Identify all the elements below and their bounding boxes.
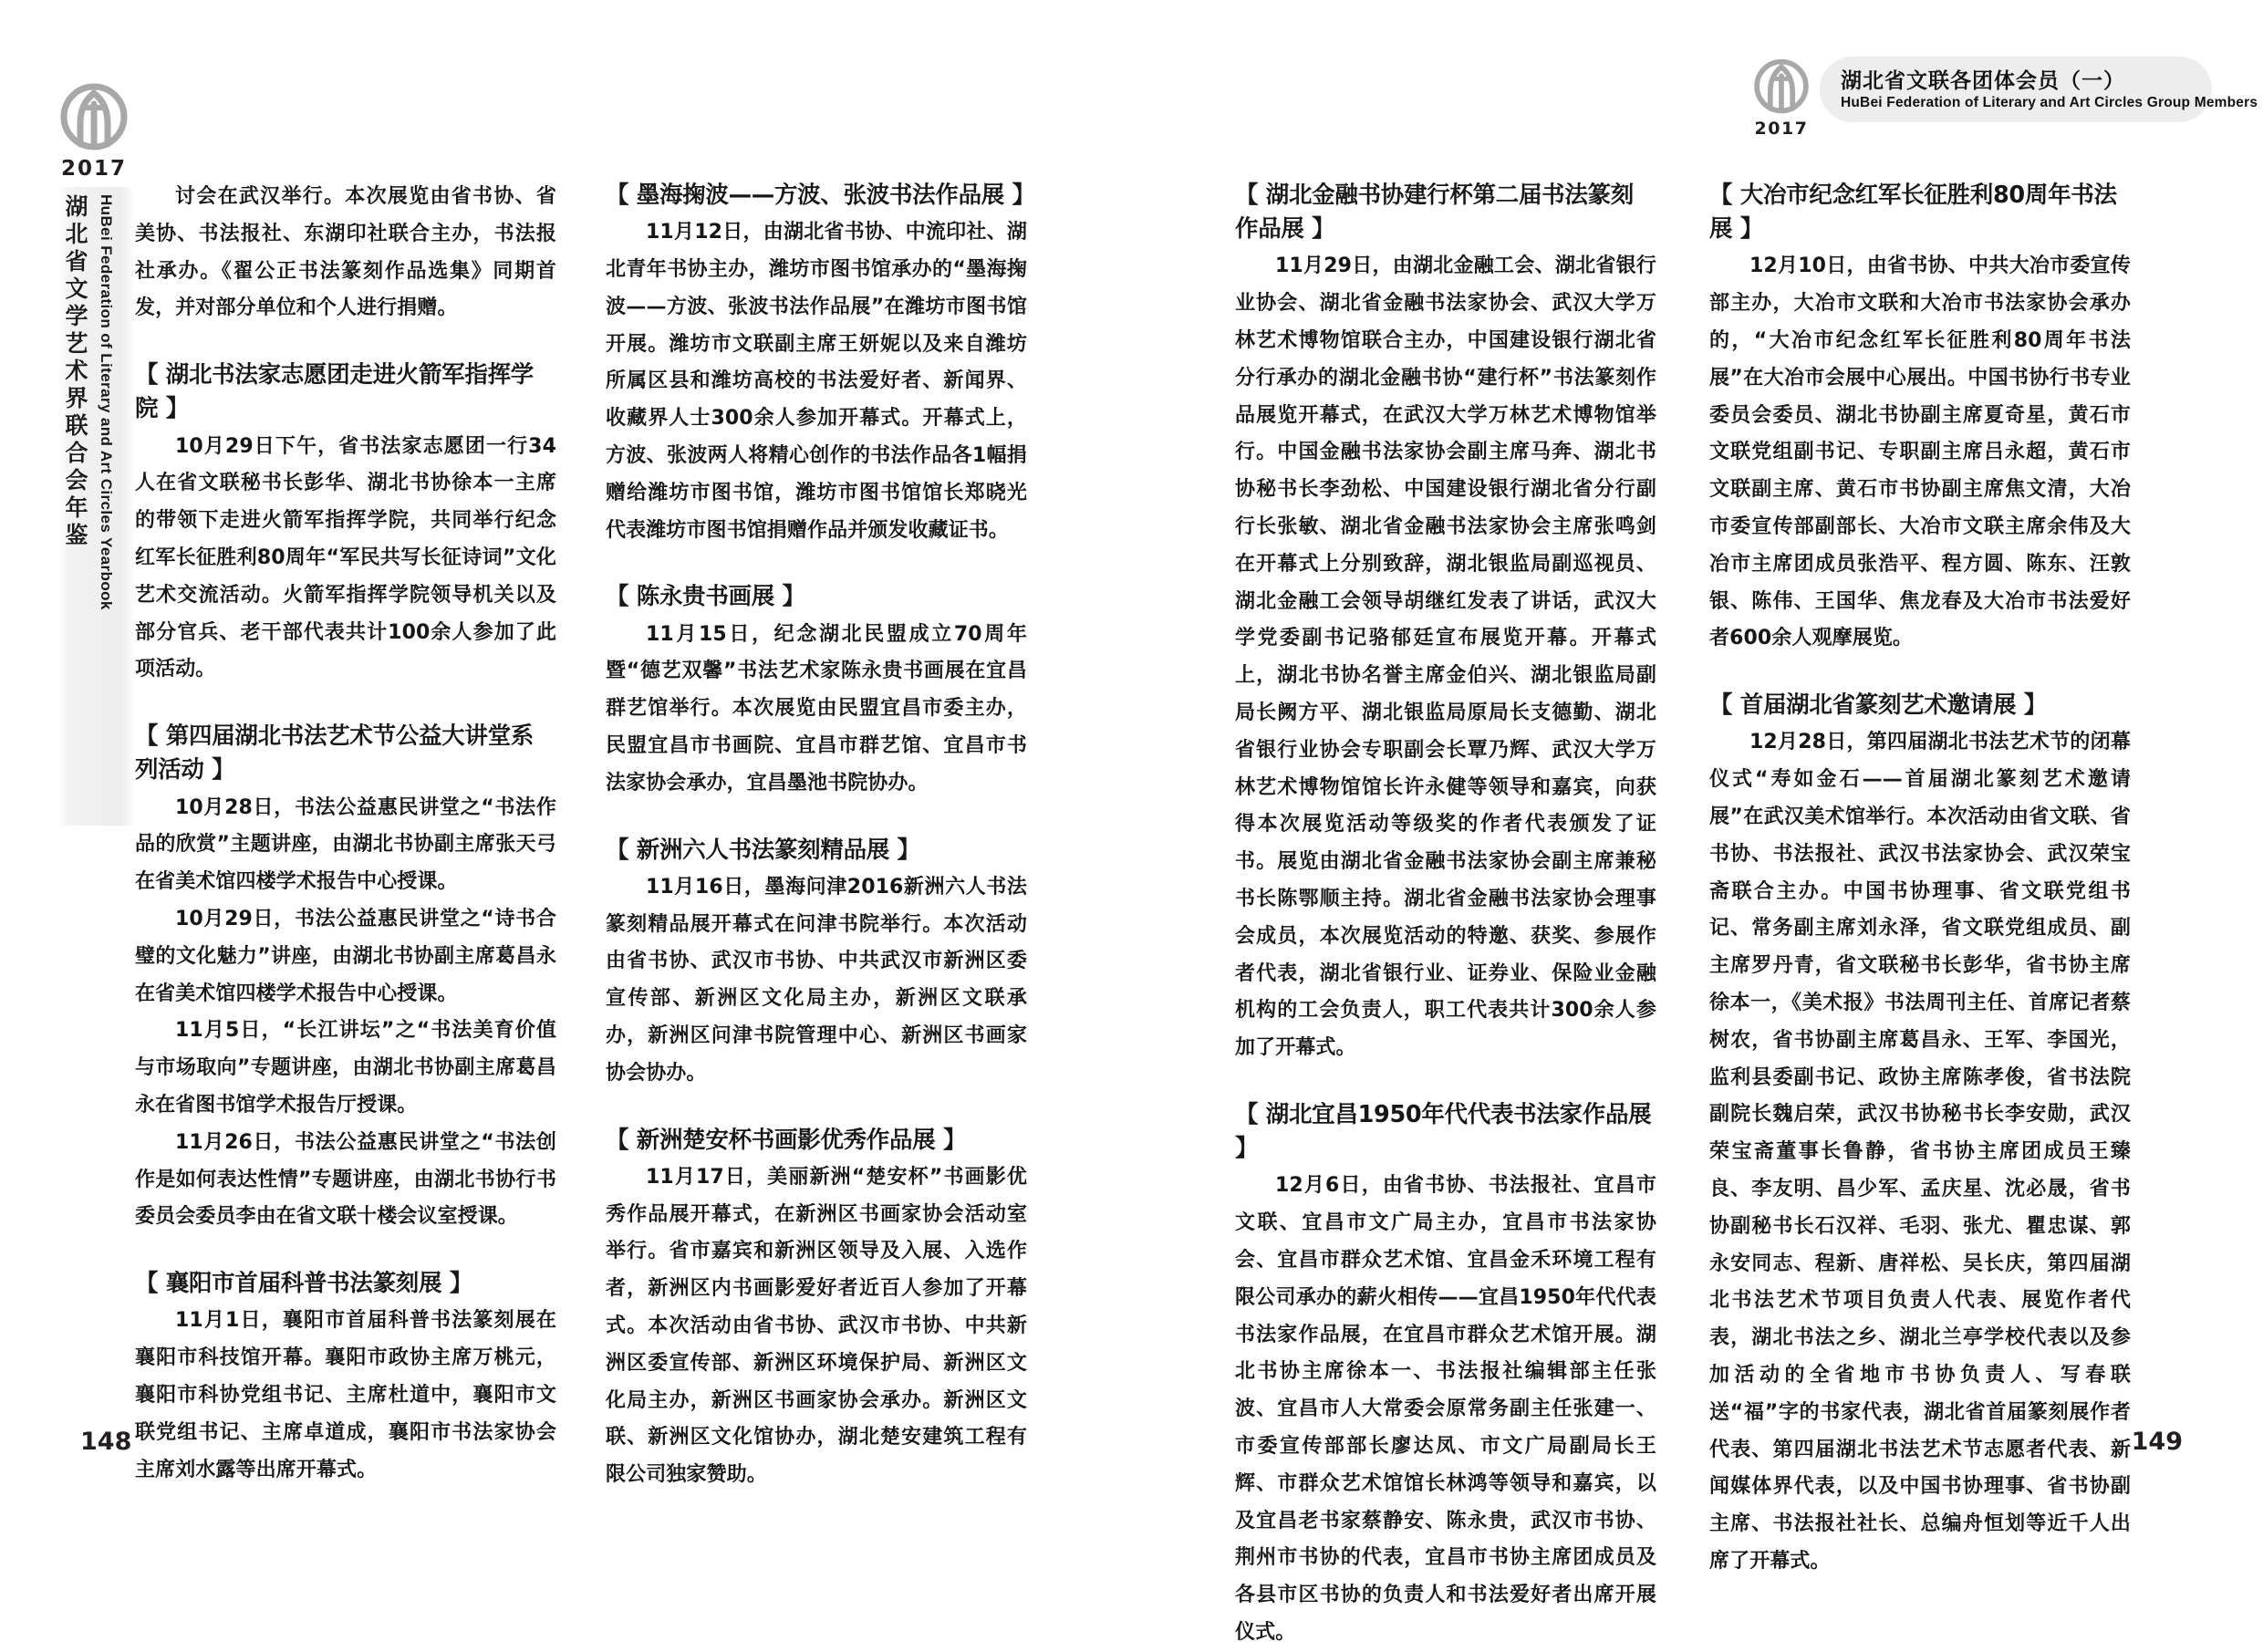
article-paragraph: 11月1日，襄阳市首届科普书法篆刻展在襄阳市科技馆开幕。襄阳市政协主席万桃元，襄阳市科协党组书记、主席杜道中，襄阳市文联党组书记、主席卓道成，襄阳市书法家协会主席刘水露等出席开幕式。 bbox=[135, 1309, 556, 1481]
text-column-1 bbox=[135, 179, 556, 1481]
article-heading: 【 第四届湖北书法艺术节公益大讲堂系列活动 】 bbox=[135, 722, 534, 784]
book-spine bbox=[57, 187, 135, 826]
text-column-3 bbox=[1235, 179, 1656, 1644]
federation-logo-icon bbox=[55, 80, 133, 159]
article-paragraph: 10月29日，书法公益惠民讲堂之“诗书合璧的文化魅力”讲座，由湖北书协副主席葛昌永在省美术馆四楼学术报告中心授课。 bbox=[135, 908, 556, 1005]
article-paragraph: 12月10日，由省书协、中共大冶市委宣传部主办，大冶市文联和大冶市书法家协会承办的，“大冶市纪念红军长征胜利80周年书法展”在大冶市会展中心展出。中国书协行书专业委员会委员、湖北书协副主席夏奇星，黄石市文联党组副书记、专职副主席吕永超，黄石市文联副主席、黄石市书协副主席焦文清，大冶市委宣传部副部长、大冶市文联主席余伟及大冶市主席团成员张浩平、程方圆、陈东、汪敦银、陈伟、王国华、焦龙春及大冶市书法爱好者600余人观摩展览。 bbox=[1709, 255, 2131, 650]
spine-title-cn: 湖北省文学艺术界联合会年鉴 bbox=[62, 194, 88, 550]
continued-paragraph: 讨会在武汉举行。本次展览由省书协、省美协、书法报社、东湖印社联合主办，书法报社承办。《翟公正书法篆刻作品选集》同期首发，并对部分单位和个人进行捐赠。 bbox=[135, 185, 556, 320]
text-column-2 bbox=[606, 179, 1035, 1487]
article-heading: 【 陈永贵书画展 】 bbox=[606, 583, 805, 611]
article-paragraph: 10月29日下午，省书法家志愿团一行34人在省文联秘书长彭华、湖北书协徐本一主席的带领下走进火箭军指挥学院，共同举行纪念红军长征胜利80周年“军民共写长征诗词”文化艺术交流活动。火箭军指挥学院领导机关以及部分官兵、老干部代表共计100余人参加了此项活动。 bbox=[135, 434, 556, 681]
article-heading: 【 湖北宜昌1950年代代表书法家作品展 】 bbox=[1235, 1100, 1652, 1163]
article-paragraph: 11月12日，由湖北省书协、中流印社、湖北青年书协主办，潍坊市图书馆承办的“墨海掬波——方波、张波书法作品展”在潍坊市图书馆开展。潍坊市文联副主席王妍妮以及来自潍坊所属区县和潍坊高校的书法爱好者、新闻界、收藏界人士300余人参加开幕式。开幕式上，方波、张波两人将精心创作的书法作品各1幅捐赠给潍坊市图书馆，潍坊市图书馆馆长郑晓光代表潍坊市图书馆捐赠作品并颁发收藏证书。 bbox=[606, 221, 1027, 542]
article-paragraph: 11月16日，墨海问津2016新洲六人书法篆刻精品展开幕式在问津书院举行。本次活动由省书协、武汉市书协、中共武汉市新洲区委宣传部、新洲区文化局主办，新洲区文联承办，新洲区问津书院管理中心、新洲区书画家协会协办。 bbox=[606, 875, 1027, 1085]
spine-title-en: HuBei Federation of Literary and Art Circles Yearbook bbox=[98, 194, 115, 610]
page-number-right: 149 bbox=[2131, 1428, 2183, 1456]
article-heading: 【 墨海掬波——方波、张波书法作品展 】 bbox=[606, 182, 1035, 209]
article-heading: 【 新洲六人书法篆刻精品展 】 bbox=[606, 836, 920, 864]
article-heading: 【 湖北书法家志愿团走进火箭军指挥学院 】 bbox=[135, 361, 534, 423]
article-heading: 【 襄阳市首届科普书法篆刻展 】 bbox=[135, 1270, 472, 1298]
article-paragraph: 12月28日，第四届湖北书法艺术节的闭幕仪式“寿如金石——首届湖北篆刻艺术邀请展”在武汉美术馆举行。本次活动由省文联、省书协、书法报社、武汉书法家协会、武汉荣宝斋联合主办。中国书协理事、省文联党组书记、常务副主席刘永泽，省文联党组成员、副主席罗丹青，省文联秘书长彭华，省书协主席徐本一，《美术报》书法周刊主任、首席记者蔡树农，省书协副主席葛昌永、王军、李国光，监利县委副书记、政协主席陈孝俊，省书法院副院长魏启荣，武汉书协秘书长李安勋，武汉荣宝斋董事长鲁静，省书协主席团成员王臻良、李友明、昌少军、孟庆星、沈必晟，省书协副秘书长石汉祥、毛羽、张尤、瞿忠谋、郭永安同志、程新、唐祥松、吴长庆，第四届湖北书法艺术节项目负责人代表、展览作者代表，湖北书法之乡、湖北兰亭学校代表以及参加活动的全省地市书协负责人、写春联送“福”字的书家代表，湖北省首届篆刻展作者代表、第四届湖北书法艺术节志愿者代表、新闻媒体界代表，以及中国书协理事、省书协副主席、书法报社社长、总编舟恒划等近千人出席了开幕式。 bbox=[1709, 731, 2131, 1573]
right-year-label: 2017 bbox=[1754, 119, 1809, 139]
article-heading: 【 湖北金融书协建行杯第二届书法篆刻作品展 】 bbox=[1235, 182, 1634, 244]
article-heading: 【 大冶市纪念红军长征胜利80周年书法展 】 bbox=[1709, 182, 2117, 244]
article-paragraph: 11月29日，由湖北金融工会、湖北省银行业协会、湖北省金融书法家协会、武汉大学万林艺术博物馆联合主办，中国建设银行湖北省分行承办的湖北金融书协“建行杯”书法篆刻作品展览开幕式，在武汉大学万林艺术博物馆举行。中国金融书法家协会副主席马奔、湖北书协秘书长李劲松、中国建设银行湖北省分行副行长张敏、湖北省金融书法家协会主席张鸣剑在开幕式上分别致辞，湖北银监局副巡视员、湖北金融工会领导胡继红发表了讲话，武汉大学党委副书记骆郁廷宣布展览开幕。开幕式上，湖北书协名誉主席金伯兴、湖北银监局副局长阙方平、湖北银监局原局长支德勤、湖北省银行业协会专职副会长覃乃辉、武汉大学万林艺术博物馆馆长许永健等领导和嘉宾，向获得本次展览活动等级奖的作者代表颁发了证书。展览由湖北省金融书法家协会副主席兼秘书长陈鄂顺主持。湖北省金融书法家协会理事会成员，本次展览活动的特邀、获奖、参展作者代表，湖北省银行业、证券业、保险业金融机构的工会负责人，职工代表共计300余人参加了开幕式。 bbox=[1235, 255, 1656, 1060]
article-paragraph: 12月6日，由省书协、书法报社、宜昌市文联、宜昌市文广局主办，宜昌市书法家协会、宜昌市群众艺术馆、宜昌金禾环境工程有限公司承办的薪火相传——宜昌1950年代代表书法家作品展，在宜昌市群众艺术馆开展。湖北书协主席徐本一、书法报社编辑部主任张波、宜昌市人大常委会原常务副主任张建一、市委宣传部部长廖达凤、市文广局副局长王辉、市群众艺术馆馆长林鸿等领导和嘉宾，以及宜昌老书家蔡静安、陈永贵，武汉市书协、荆州市书协的代表，宜昌市书协主席团成员及各县市区书协的负责人和书法爱好者出席开展仪式。 bbox=[1235, 1174, 1656, 1644]
running-head-title-en: HuBei Federation of Literary and Art Circles Group Members bbox=[1841, 95, 2258, 110]
federation-logo-icon-right bbox=[1749, 57, 1813, 120]
article-paragraph: 11月5日，“长江讲坛”之“书法美育价值与市场取向”专题讲座，由湖北书协副主席葛昌永在省图书馆学术报告厅授课。 bbox=[135, 1019, 556, 1117]
article-paragraph: 11月26日，书法公益惠民讲堂之“书法创作是如何表达性情”专题讲座，由湖北书协行书委员会委员李由在省文联十楼会议室授课。 bbox=[135, 1130, 556, 1229]
article-heading: 【 首届湖北省篆刻艺术邀请展 】 bbox=[1709, 691, 2047, 720]
article-paragraph: 10月28日，书法公益惠民讲堂之“书法作品的欣赏”主题讲座，由湖北书协副主席张天弓在省美术馆四楼学术报告中心授课。 bbox=[135, 795, 556, 894]
text-column-4 bbox=[1709, 179, 2131, 1573]
running-head-title-cn: 湖北省文联各团体会员（一） bbox=[1841, 69, 2125, 93]
article-heading: 【 新洲楚安杯书画影优秀作品展 】 bbox=[606, 1126, 967, 1154]
article-paragraph: 11月15日，纪念湖北民盟成立70周年暨“德艺双馨”书法艺术家陈永贵书画展在宜昌群艺馆举行。本次展览由民盟宜昌市委主办，民盟宜昌市书画院、宜昌市群艺馆、宜昌市书法家协会承办，宜昌墨池书院协办。 bbox=[606, 622, 1027, 795]
page-number-left: 148 bbox=[80, 1428, 132, 1456]
left-year-label: 2017 bbox=[60, 157, 127, 181]
article-paragraph: 11月17日，美丽新洲“楚安杯”书画影优秀作品展开幕式，在新洲区书画家协会活动室举行。省市嘉宾和新洲区领导及入展、入选作者，新洲区内书画影爱好者近百人参加了开幕式。本次活动由省书协、武汉市书协、中共新洲区委宣传部、新洲区环境保护局、新洲区文化局主办，新洲区书画家协会承办。新洲区文联、新洲区文化馆协办，湖北楚安建筑工程有限公司独家赞助。 bbox=[606, 1165, 1027, 1487]
